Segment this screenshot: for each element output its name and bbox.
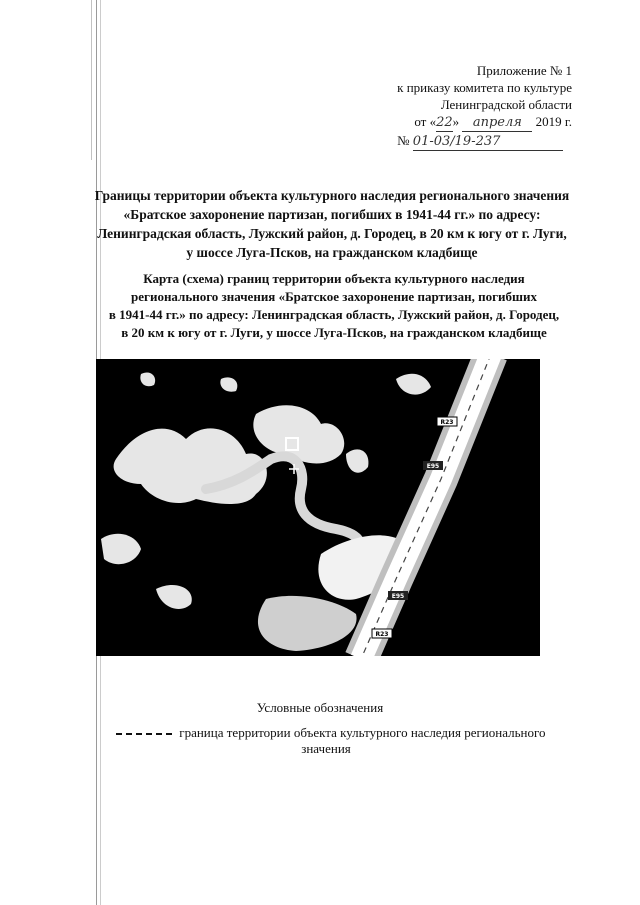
- road-label-3: [388, 591, 408, 600]
- road-label-4: [372, 629, 392, 638]
- number-value: 01-03/19-237: [413, 133, 563, 151]
- svg-text:R23: R23: [375, 631, 389, 638]
- title-line-4: у шоссе Луга-Псков, на гражданском кладбище: [186, 245, 478, 260]
- road-label-1: [437, 417, 457, 426]
- map-image: [96, 359, 540, 656]
- road-label-2: [423, 461, 443, 470]
- legend-item: [116, 725, 576, 757]
- title-line-1: Границы территории объекта культурного наследия регионального значения: [94, 188, 570, 203]
- date-month: апреля: [462, 114, 532, 132]
- subtitle-line-1: Карта (схема) границ территории объекта культурного наследия: [143, 271, 525, 286]
- subtitle-line-2: регионального значения «Братское захоронение партизан, погибших: [131, 289, 537, 304]
- boundary-dash-symbol: [116, 733, 172, 735]
- title-line-3: Ленинградская область, Лужский район, д. Городец, в 20 км к югу от г. Луги,: [97, 226, 567, 241]
- scan-line-left-2: [91, 0, 92, 160]
- svg-text:E95: E95: [391, 593, 405, 600]
- title-line-2: «Братское захоронение партизан, погибших в 1941-44 гг.» по адресу:: [123, 207, 541, 222]
- number-prefix: №: [397, 133, 410, 148]
- map-svg: [96, 359, 540, 656]
- date-year: 2019 г.: [535, 114, 572, 129]
- appendix-title: Приложение № 1: [476, 63, 572, 78]
- document-title: [88, 186, 576, 262]
- appendix-number-line: [397, 132, 572, 151]
- appendix-order-line: к приказу комитета по культуре: [397, 80, 572, 95]
- date-prefix: от «: [414, 114, 437, 129]
- svg-text:R23: R23: [440, 419, 454, 426]
- date-day: 22: [436, 115, 453, 130]
- legend-item-text-1: граница территории объекта культурного наследия регионального: [179, 725, 546, 740]
- appendix-block: [397, 62, 572, 151]
- appendix-date-line: [397, 113, 572, 132]
- svg-text:E95: E95: [426, 463, 440, 470]
- map-subtitle: [92, 270, 576, 342]
- legend-item-text-2: значения: [301, 741, 351, 756]
- date-mid: »: [452, 114, 460, 129]
- subtitle-line-3: в 1941-44 гг.» по адресу: Ленинградская область, Лужский район, д. Городец,: [108, 307, 560, 322]
- appendix-region-line: Ленинградской области: [440, 97, 572, 112]
- subtitle-line-4: в 20 км к югу от г. Луги, у шоссе Луга-Псков, на гражданском кладбище: [121, 325, 547, 340]
- legend-title: Условные обозначения: [256, 700, 384, 715]
